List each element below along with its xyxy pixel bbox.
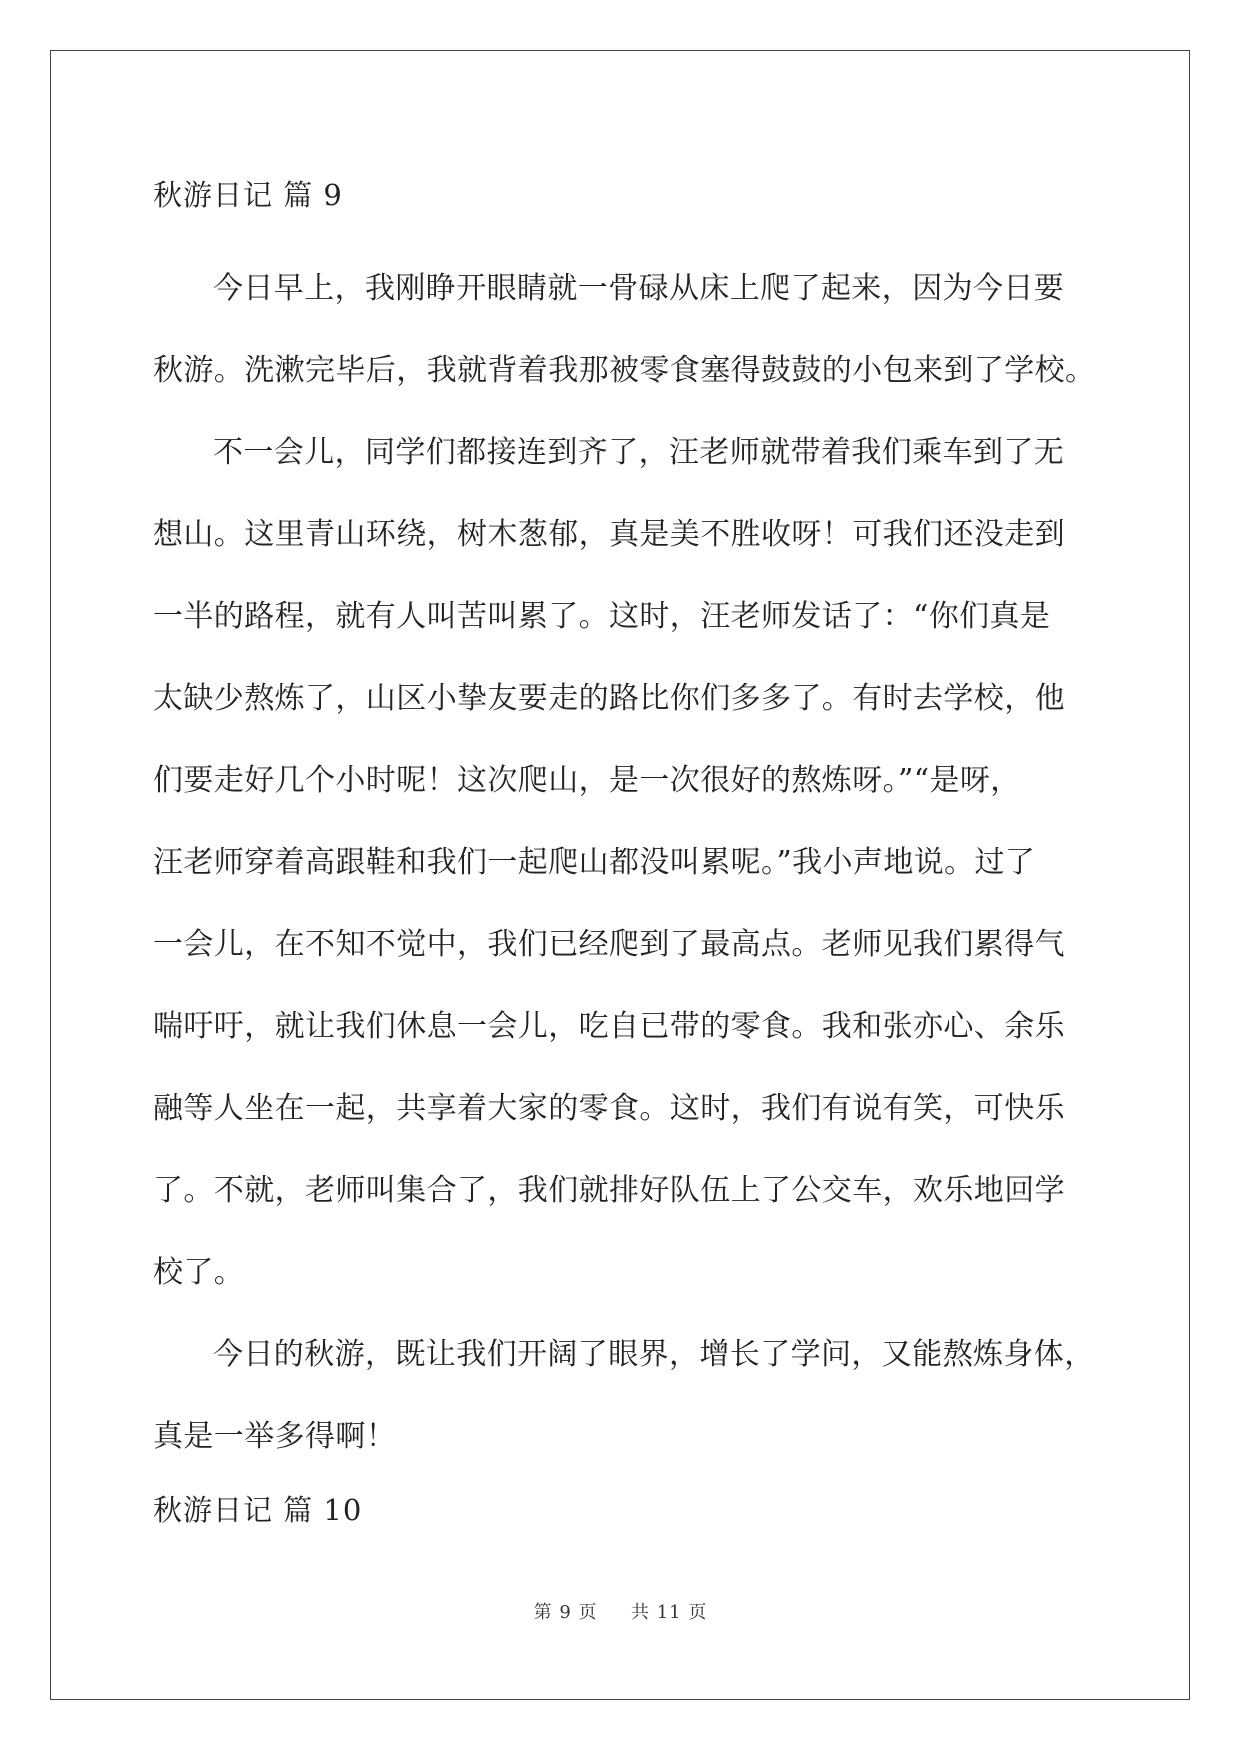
text-line: 一半的路程，就有人叫苦叫累了。这时，汪老师发话了：“你们真是: [153, 599, 1051, 634]
text-line: 今日的秋游，既让我们开阔了眼界，增长了学问，又能熬炼身体，: [213, 1337, 1095, 1372]
text-line: 真是一举多得啊！: [153, 1419, 397, 1454]
text-line: 喘吁吁，就让我们休息一会儿，吃自已带的零食。我和张亦心、余乐: [153, 1009, 1065, 1044]
section-heading: 秋游日记 篇 9: [153, 178, 343, 212]
document-body: [153, 165, 1096, 1540]
text-line: 想山。这里青山环绕，树木葱郁，真是美不胜收呀！可我们还没走到: [153, 517, 1065, 552]
text-line: 融等人坐在一起，共享着大家的零食。这时，我们有说有笑，可快乐: [153, 1091, 1065, 1126]
paragraph: [153, 412, 1093, 1314]
text-line: 一会儿，在不知不觉中，我们已经爬到了最高点。老师见我们累得气: [153, 927, 1065, 962]
page-number: 第 9 页: [533, 1602, 598, 1623]
page-footer: [0, 1598, 1241, 1624]
paragraph: [153, 248, 1096, 412]
section-heading: 秋游日记 篇 10: [153, 1493, 363, 1527]
paragraph: [153, 1314, 1093, 1478]
text-line: 们要走好几个小时呢！这次爬山，是一次很好的熬炼呀。”“是呀，: [153, 763, 1021, 798]
page-total: 共 11 页: [631, 1602, 708, 1623]
text-line: 今日早上，我刚睁开眼睛就一骨碌从床上爬了起来，因为今日要: [213, 271, 1065, 306]
text-line: 校了。: [153, 1255, 245, 1290]
text-line: 太缺少熬炼了，山区小挚友要走的路比你们多多了。有时去学校，他: [153, 681, 1065, 716]
text-line: 汪老师穿着高跟鞋和我们一起爬山都没叫累呢。”我小声地说。过了: [153, 845, 1036, 880]
text-line: 秋游。洗漱完毕后，我就背着我那被零食塞得鼓鼓的小包来到了学校。: [153, 353, 1096, 388]
text-line: 不一会儿，同学们都接连到齐了，汪老师就带着我们乘车到了无: [213, 435, 1065, 470]
text-line: 了。不就，老师叫集合了，我们就排好队伍上了公交车，欢乐地回学: [153, 1173, 1065, 1208]
